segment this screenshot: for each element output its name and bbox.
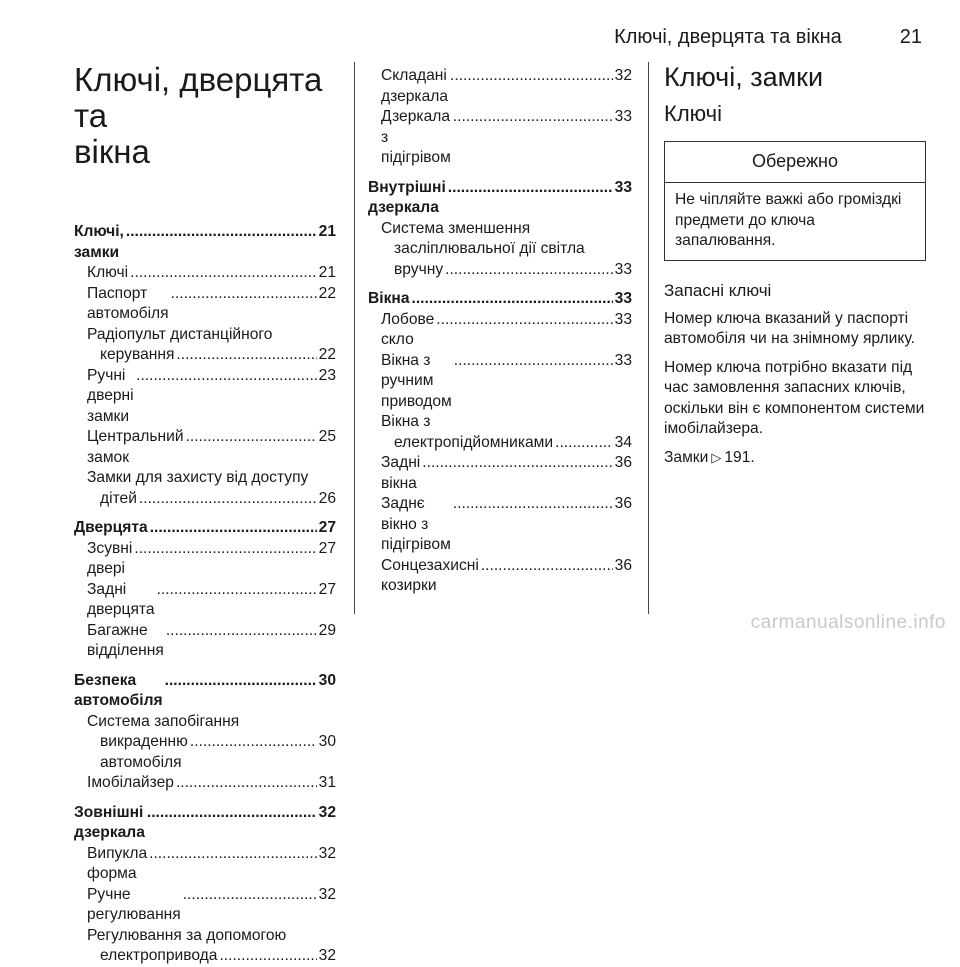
toc-entry[interactable] (368, 453, 632, 494)
toc-entry-label: Задні вікна (381, 454, 421, 492)
toc-entry[interactable] (74, 773, 336, 794)
dot-leader (481, 556, 613, 577)
toc-page-number: 31 (318, 774, 336, 791)
toc-page-number: 33 (614, 351, 632, 369)
toc-page-number: 36 (614, 495, 632, 512)
toc-entry[interactable] (74, 580, 336, 621)
toc-entry[interactable] (368, 260, 632, 281)
dot-leader (171, 284, 317, 305)
dot-leader (436, 310, 612, 331)
toc-page-number: 34 (614, 433, 632, 451)
toc-page-number: 33 (614, 260, 632, 278)
spare-keys-heading: Запасні ключі (664, 280, 772, 300)
dot-leader (136, 366, 317, 387)
toc-entry-label: Паспорт автомобіля (87, 284, 169, 322)
toc-page-number: 36 (614, 454, 632, 471)
toc-entry-label: Заднє вікно з підігрівом (381, 495, 451, 553)
toc-section-entry[interactable] (74, 803, 336, 844)
dot-leader (157, 580, 317, 601)
toc-entry[interactable] (74, 844, 336, 885)
paragraph: Номер ключа потрібно вказати під час замовлення запасних ключів, оскільки він є компонентом системи імобілайзера. (664, 358, 925, 437)
toc-entry-label: вручну (394, 260, 444, 278)
toc-section-entry[interactable] (368, 178, 632, 219)
toc-entry[interactable] (74, 621, 336, 662)
toc-entry-label: засліплювальної дії світла (394, 240, 585, 257)
dot-leader (150, 518, 317, 539)
toc-entry-label: електропривода (100, 947, 218, 964)
toc-entry[interactable] (74, 366, 336, 428)
toc-entry[interactable] (368, 494, 632, 556)
toc-entry[interactable] (368, 433, 632, 454)
toc-entry-multiline[interactable] (74, 325, 336, 366)
toc-entry-multiline[interactable] (74, 926, 336, 967)
dot-leader (190, 732, 317, 753)
toc-page-number: 21 (318, 223, 336, 240)
dot-leader (412, 289, 613, 310)
dot-leader (219, 946, 316, 967)
toc-page-number: 33 (614, 290, 632, 307)
toc-entry[interactable] (368, 556, 632, 597)
toc-entry-label: Вікна з (381, 413, 431, 430)
toc-entry[interactable] (74, 263, 336, 284)
toc-entry[interactable] (368, 310, 632, 351)
paragraph: Номер ключа вказаний у паспорті автомобіля чи на знімному ярлику. (664, 309, 915, 347)
column-divider (648, 62, 649, 614)
dot-leader (422, 453, 612, 474)
toc-entry-label: Центральний замок (87, 428, 184, 466)
toc-entry-label: Зсувні двері (87, 539, 133, 577)
toc-column-1 (74, 62, 336, 967)
toc-entry-multiline[interactable] (368, 412, 632, 453)
toc-entry-label: Вікна (368, 290, 410, 307)
warning-title: Обережно (665, 142, 925, 183)
dot-leader (448, 178, 613, 199)
dot-leader (176, 773, 317, 794)
toc-entry[interactable] (74, 946, 336, 967)
dot-leader (183, 885, 317, 906)
toc-entry-label: Складані дзеркала (381, 67, 449, 105)
dot-leader (126, 222, 317, 243)
toc-page-number: 32 (318, 947, 336, 964)
page-reference-triangle-icon: ▷ (711, 449, 722, 465)
toc-entry[interactable] (368, 107, 632, 169)
toc-page-number: 32 (318, 885, 336, 903)
toc-entry-label: Ручні дверні замки (87, 366, 134, 425)
toc-entry-label: Система зменшення (381, 219, 531, 237)
running-head (614, 26, 922, 49)
toc-entry[interactable] (368, 351, 632, 413)
toc-page-number: 33 (614, 108, 632, 125)
toc-list (368, 66, 632, 597)
dot-leader (453, 107, 613, 128)
toc-entry[interactable] (74, 345, 336, 366)
toc-page-number: 33 (614, 178, 632, 196)
chapter-title: Ключі, дверцята та вікна (74, 61, 323, 170)
toc-entry-label: Сонцезахисні козирки (381, 556, 479, 594)
toc-entry[interactable] (74, 539, 336, 580)
section-subtitle: Ключі (664, 101, 723, 126)
toc-entry-label: Зовнішні дзеркала (74, 803, 145, 841)
toc-page-number: 29 (318, 621, 336, 639)
running-head-title: Ключі, дверцята та вікна (614, 26, 842, 48)
dot-leader (450, 66, 613, 87)
toc-entry-label: Випукла форма (87, 844, 148, 882)
warning-box (664, 141, 926, 261)
toc-entry-label: Лобове скло (381, 310, 435, 348)
toc-section-entry[interactable] (74, 222, 336, 263)
toc-entry-multiline[interactable] (368, 219, 632, 281)
dot-leader (139, 489, 317, 510)
content-column (664, 62, 926, 476)
toc-entry[interactable] (368, 66, 632, 107)
dot-leader (454, 351, 613, 372)
dot-leader (186, 427, 317, 448)
column-divider (354, 62, 355, 614)
toc-entry-label: Імобілайзер (87, 774, 174, 791)
toc-entry-label: Внутрішні дзеркала (368, 178, 446, 216)
dot-leader (445, 260, 613, 281)
reference-label: Замки (664, 448, 709, 466)
toc-entry[interactable] (74, 427, 336, 468)
toc-entry[interactable] (74, 732, 336, 773)
warning-text: Не чіпляйте важкі або громіздкі предмети до ключа запалювання. (675, 191, 902, 249)
dot-leader (453, 494, 613, 515)
toc-page-number: 25 (318, 428, 336, 445)
toc-entry-label: Регулювання за допомогою (87, 926, 287, 944)
toc-page-number: 21 (318, 264, 336, 281)
dot-leader (149, 844, 317, 865)
toc-page-number: 30 (318, 733, 336, 750)
toc-entry-label: електропідйомниками (394, 433, 554, 451)
toc-page-number: 32 (318, 803, 336, 821)
toc-page-number: 27 (318, 519, 336, 536)
toc-page-number: 22 (318, 346, 336, 363)
dot-leader (165, 671, 317, 692)
page-number: 21 (899, 26, 922, 48)
toc-section-entry[interactable] (368, 289, 632, 310)
reference-page[interactable]: 191. (724, 448, 755, 466)
toc-entry-label: Безпека автомобіля (74, 671, 163, 709)
toc-page-number: 22 (318, 284, 336, 302)
toc-entry[interactable] (74, 885, 336, 926)
toc-entry-label: Ручне регулювання (87, 885, 181, 923)
toc-entry[interactable] (74, 489, 336, 510)
toc-page-number: 33 (614, 310, 632, 328)
toc-entry-label: Замки для захисту від доступу (87, 469, 309, 486)
watermark: carmanualsonline.info (750, 612, 946, 633)
dot-leader (147, 803, 317, 824)
toc-page-number: 26 (318, 489, 336, 507)
section-title: Ключі, замки (664, 62, 824, 92)
toc-entry-multiline[interactable] (74, 712, 336, 774)
toc-entry[interactable] (74, 284, 336, 325)
toc-list (74, 222, 336, 967)
toc-entry-label: Вікна з ручним приводом (381, 351, 452, 410)
toc-page-number: 30 (318, 671, 336, 689)
toc-entry-label: Багажне відділення (87, 621, 164, 659)
toc-entry-multiline[interactable] (74, 468, 336, 509)
toc-entry-label: Дверцята (74, 519, 148, 536)
dot-leader (166, 621, 317, 642)
toc-entry-label: викраденню автомобіля (100, 733, 188, 771)
toc-entry-label: Задні дверцята (87, 580, 155, 618)
toc-page-number: 32 (614, 67, 632, 84)
toc-entry-label: Ключі (87, 264, 129, 281)
toc-section-entry[interactable] (74, 671, 336, 712)
toc-section-entry[interactable] (74, 518, 336, 539)
paragraph-reference (664, 448, 926, 469)
dot-leader (130, 263, 317, 284)
toc-column-2 (368, 66, 632, 597)
toc-entry-label: Ключі, замки (74, 223, 124, 261)
dot-leader (555, 433, 613, 454)
toc-entry-label: Дзеркала з підігрівом (381, 108, 451, 166)
toc-page-number: 27 (318, 539, 336, 557)
dot-leader (176, 345, 316, 366)
dot-leader (134, 539, 316, 560)
toc-entry-label: Система запобігання (87, 712, 240, 730)
toc-page-number: 32 (318, 844, 336, 862)
toc-page-number: 27 (318, 580, 336, 598)
toc-entry-label: Радіопульт дистанційного (87, 325, 273, 343)
toc-page-number: 36 (614, 556, 632, 574)
toc-entry-label: дітей (100, 489, 137, 507)
toc-page-number: 23 (318, 366, 336, 384)
toc-entry-label: керування (100, 346, 175, 363)
